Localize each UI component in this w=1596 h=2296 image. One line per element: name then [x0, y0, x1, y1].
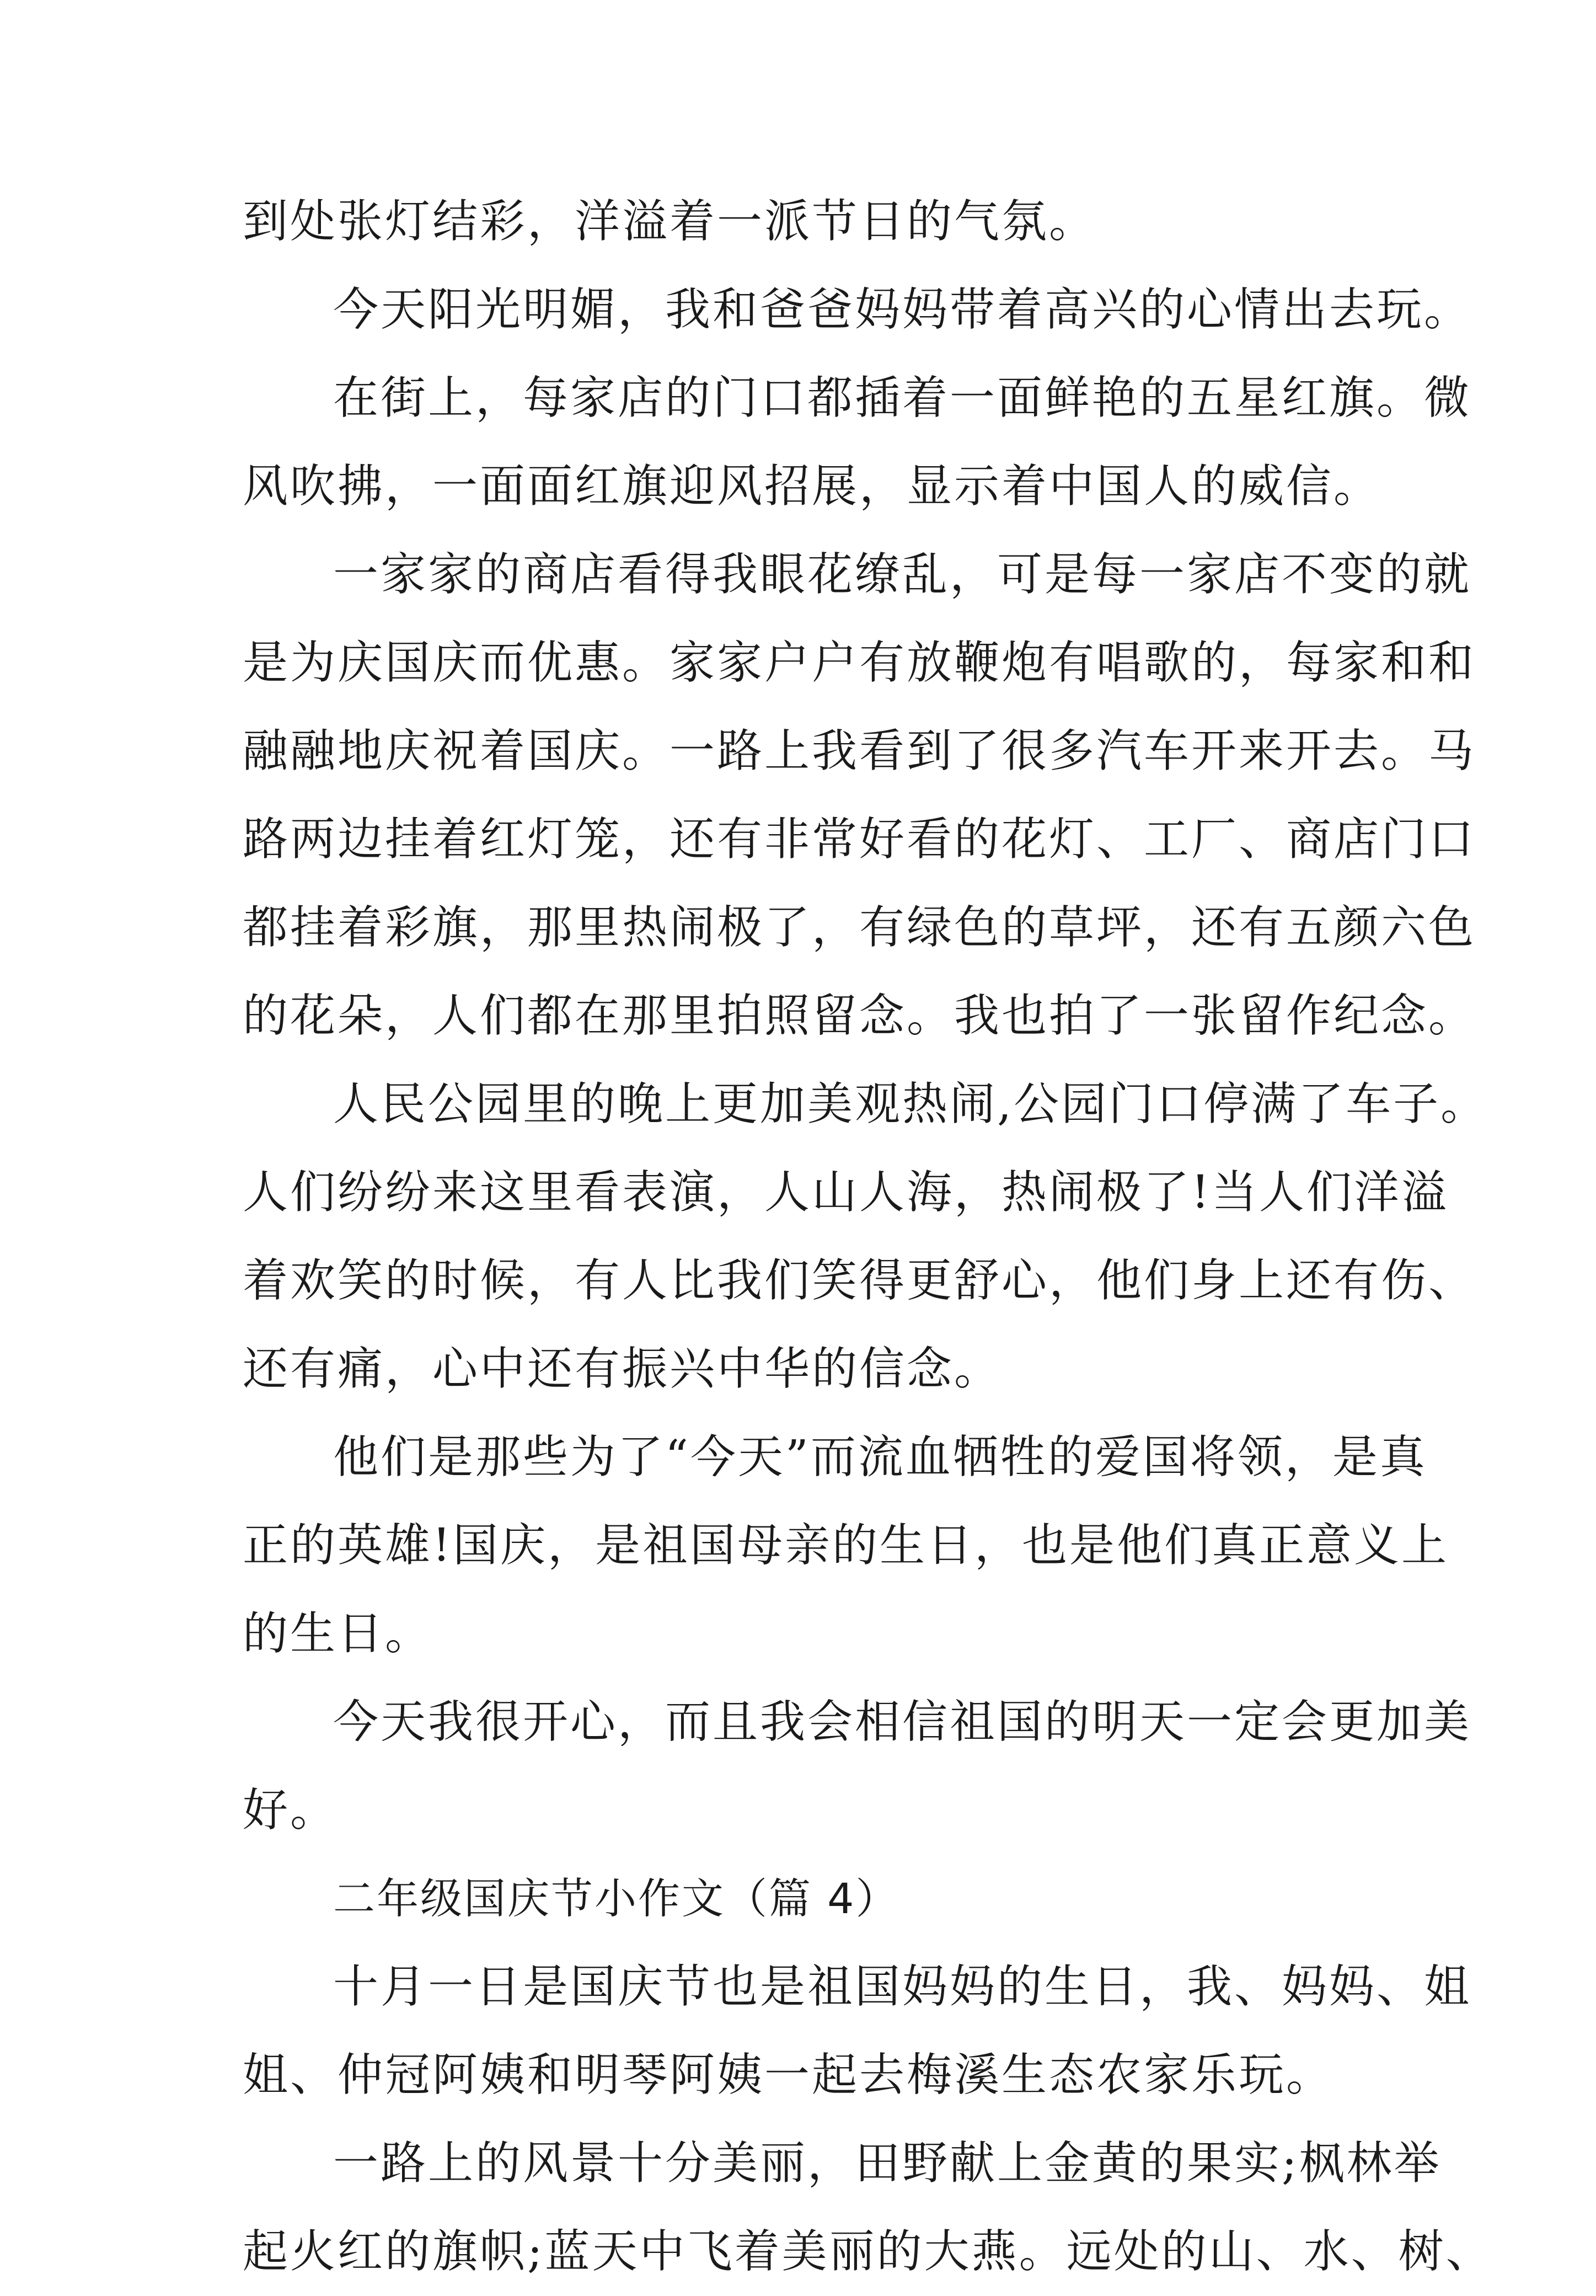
- text-line: 姐、仲冠阿姨和明琴阿姨一起去梅溪生态农家乐玩。: [243, 2049, 1334, 2101]
- text-line: 今天阳光明媚，我和爸爸妈妈带着高兴的心情出去玩。: [333, 284, 1472, 336]
- text-line: 一路上的风景十分美丽，田野献上金黄的果实;枫林举: [333, 2137, 1442, 2190]
- text-line: 在街上，每家店的门口都插着一面鲜艳的五星红旗。微: [333, 372, 1472, 424]
- text-line: 融融地庆祝着国庆。一路上我看到了很多汽车开来开去。马: [243, 725, 1476, 777]
- text-line: 着欢笑的时候，有人比我们笑得更舒心，他们身上还有伤、: [243, 1254, 1476, 1307]
- text-line: 起火红的旗帜;蓝天中飞着美丽的大燕。远处的山、水、树、: [243, 2225, 1493, 2278]
- text-line: 今天我很开心，而且我会相信祖国的明天一定会更加美: [333, 1696, 1472, 1748]
- section-heading: 二年级国庆节小作文（篇 4）: [333, 1874, 899, 1923]
- text-line: 人们纷纷来这里看表演，人山人海，热闹极了!当人们洋溢: [243, 1166, 1449, 1219]
- text-line: 都挂着彩旗，那里热闹极了，有绿色的草坪，还有五颜六色: [243, 901, 1476, 954]
- text-line: 好。: [243, 1784, 338, 1836]
- text-line: 到处张灯结彩，洋溢着一派节日的气氛。: [243, 195, 1097, 248]
- text-line: 的生日。: [243, 1608, 433, 1660]
- text-line: 路两边挂着红灯笼，还有非常好看的花灯、工厂、商店门口: [243, 813, 1476, 866]
- text-line: 的花朵，人们都在那里拍照留念。我也拍了一张留作纪念。: [243, 990, 1476, 1042]
- text-line: 风吹拂，一面面红旗迎风招展，显示着中国人的威信。: [243, 460, 1381, 512]
- text-line: 十月一日是国庆节也是祖国妈妈的生日，我、妈妈、姐: [333, 1961, 1472, 2013]
- text-line: 他们是那些为了“今天”而流血牺牲的爱国将领，是真: [333, 1431, 1427, 1483]
- essay-body: [243, 178, 1493, 2296]
- text-line: 是为庆国庆而优惠。家家户户有放鞭炮有唱歌的，每家和和: [243, 637, 1476, 689]
- text-line: 一家家的商店看得我眼花缭乱，可是每一家店不变的就: [333, 548, 1472, 601]
- text-line: 正的英雄!国庆，是祖国母亲的生日，也是他们真正意义上: [243, 1519, 1449, 1572]
- text-line: 还有痛，心中还有振兴中华的信念。: [243, 1343, 1002, 1395]
- text-line: 人民公园里的晚上更加美观热闹,公园门口停满了车子。: [333, 1078, 1488, 1130]
